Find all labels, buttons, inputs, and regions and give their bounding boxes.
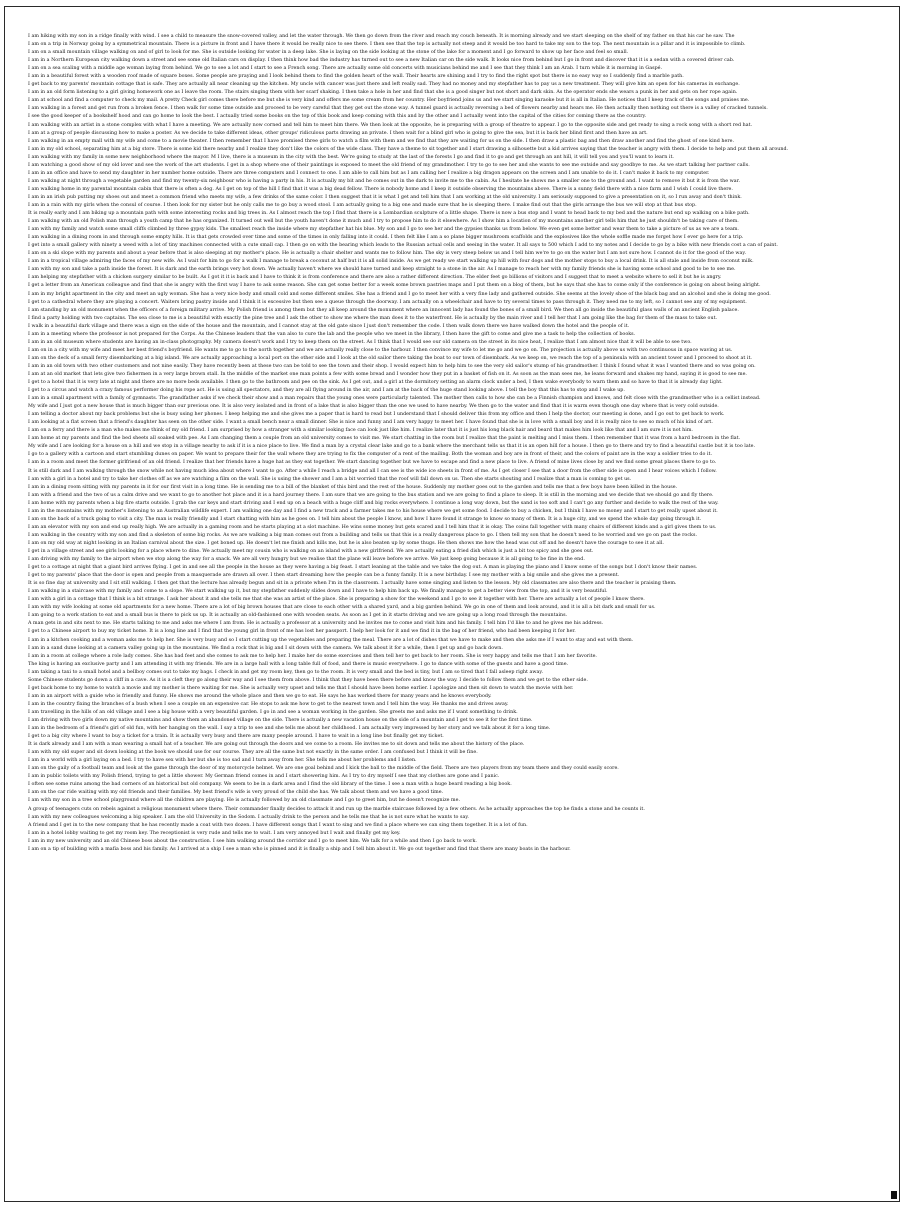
- text-line: I am on a ski slope with my parents and about a year before that is also sleeping at my mother's place. He is actually a chair shelter and wants me to follow him. The sky is very steep below us and I tell him we're to go on the water but I am not sure how. I cannot do it for the good of the way.: [28, 251, 747, 257]
- text-line: I am driving with my family to the airport when we stop along the way for a snack. We are all very hungry but we realise that the plane will leave before we arrive. We just keep going because it is all going to be fine in the end.: [28, 557, 585, 563]
- text-line: I am in a world with a girl laying on a bed. I try to have sex with her but she is too sad and I turn away from her. She tells me about her problems and I listen.: [28, 758, 417, 764]
- text-line: I get to a big city where I want to buy a ticket for a train. It is actually very busy and there are many people around. I have to wait in a long line but finally get my ticket.: [28, 734, 444, 740]
- text-line: I am on a trip in Norway going by a symmetrical mountain. There is a picture in front and I have there it would be really nice to see there. I then see that the top is actually not steep and it would be too hard to take my son to the top. The next mountain is a pillar and it is impossible to climb.: [28, 42, 746, 48]
- text-line: I am walking in a staircase with my family and come to a slope. We start walking up it, but my stepfather suddenly slides down and I have to help him back up. We finally manage to get a better view from the top, and it is very beautiful.: [28, 589, 608, 595]
- text-line: I am in a room and meet the former girlfriend of an old friend. I realize that her friends have a huge hat as they eat together. We start dancing together but we have to escape and find a new place to live. A friend of mine lives close by and we find some great places there to go to.: [28, 460, 717, 466]
- text-line: I am in a meeting where the professor is not prepared for the Corps. As the Chinese leaders that the van also to cure the lab and the people who we meet in the library, I then have the gift to come and give me a task to help the collection of books.: [28, 331, 636, 337]
- text-line: I am on the back of a truck going to visit a city. The man is really friendly and I start chatting with him as he goes on. I tell him about the people I know, and how I have found it strange to know so many of them. It is a huge city, and we spend the whole day going through it.: [28, 516, 702, 522]
- text-line: It is really early and I am biking up a mountain path with some interesting rocks and big trees in. As I almost reach the top I find that there is a Lombardian sculpture of a little shape. There is now a bus stop and I want to head back to my bed and the nature but end up walking on a bike path.: [28, 211, 750, 217]
- text-line: I get in a village street and see girls looking for a place where to dine. We actually meet my cousin who is walking on an island with a new girlfriend. We are actually eating a fried dish which is just a bit too spicy and she goes out.: [28, 549, 594, 554]
- text-line: Some Chinese students go down a cliff in a cave. As it is a cleft they go along their way and I see them from above. I think that they have been there before and know the way. I decide to follow them and we get to the other side.: [28, 677, 588, 683]
- text-line: I am with my son and take a path inside the forest. It is dark and the earth brings very hot down. We actually haven't where we should have turned and keep straight to a stone in the air. As I manage to reach her with my family friends she is having some school and good to be to see me.: [28, 267, 736, 273]
- text-line: I often see some ruins among the bad corners of an historical but old company. We seem to be in a dark area and I find the old library of the time. I see a man with a huge beard reading a big book.: [28, 782, 512, 788]
- text-line: I am in an irish pub putting my shoes out and meet a common friend who meets my wife, a few drinks of the same color. I then suggest that it is what I get and tell him that I am working at the old university. I am seriously supposed to give a presentation on it, so I run away and don't think.: [28, 194, 742, 200]
- corner-mark: [891, 1191, 897, 1199]
- text-line: I am in the bedroom of a friend's girl of old fun, with her hanging on the wall. I say a trip to see and she tells me about her childhood. I am actually very impressed by her story and we talk about it for a long time.: [28, 726, 551, 732]
- text-line: I am in an office and have to send my daughter in her number home outside. There are three computers and I connect to one. I am able to call him but as I am calling her I realize a big dragon appears on the screen and I am unable to do it. I can't make it back to my computer.: [28, 170, 710, 176]
- text-line: I get a letter from an American colleague and find that she is angry with the first way I have to ask some reason. She can get some better for a week some brown pastries maps and I put them on a blog of them, but he says that she has to come only if the conference is going on about being alright.: [28, 283, 761, 289]
- text-line: I am in an airport with a guide who is friendly and funny. He shows me around the whole place and then we go to eat. He says he has worked there for many years and he knows everybody.: [28, 693, 492, 699]
- text-line: I am with my new colleagues welcoming a big speaker. I am the old University in the Sodom. I actually drink to the person and he tells me that he is not sure what he wants to say.: [28, 814, 469, 820]
- text-line: I get to a cottage at night that a giant bird arrives flying. I get in and see all the people in the house as they were having a big feast. I start leaning at the table and we take the dog out. A man is playing the piano and I know some of the songs but I don't know their names.: [28, 565, 698, 571]
- text-line: I am in a rain with my girls when the consul of course. I then look for my sister but he only calls me to go buy a wood stool. I am actually going to a big one and made sure that he is sleeping there. I make find out that the girls arrange the bus we will stop at that bus stop.: [28, 202, 697, 208]
- text-line: I am at a group of people discussing how to make a poster. As we decide to take different ideas, other groups' ridiculous parts drawing an private. I then wait for a blind girl who is going to give the sea, but it is back her blind first and then have an art.: [28, 130, 648, 136]
- text-line: I am taking a taxi to a small hotel and a bellboy comes out to take my bags. I check in and get my room key, then go to the room. It is very small and the bed is tiny, but I am so tired that I fall asleep right away.: [28, 669, 544, 675]
- text-line: I am in a kitchen cooking and a woman asks me to help her. She is very busy and so I start cutting up the vegetables and preparing the meal. There are a lot of dishes that we have to make and then she asks me if I want to stay and eat with them.: [28, 637, 634, 643]
- text-line: I am in my new university and an old Chinese boss about the construction. I see him walking around the corridor and I go to meet him. We talk for a while and then I go back to work.: [28, 838, 477, 844]
- text-line: I am in a tropical village admiring the faces of my new wife. As I wait for him to go for a walk I manage to break a coconut at half but it is all solid inside. As we get ready we start walking up hill with four dogs and the mother stops to buy a local drink. It is all stale and inside from coconut milk.: [28, 259, 754, 265]
- text-line: A friend and I get in to the new company that he has recently made a coat with two dozen. I have different songs that I want to sing and we find a place where we can sing them together. It is a lot of fun.: [28, 822, 528, 828]
- text-line: I am with a girl in a cottage that I think is a bit strange. I ask her about it and she tells me that she was an artist of the place. She is preparing a show for the weekend and I go to see it together with her. There are actually a lot of people I know there.: [28, 597, 645, 603]
- text-line: I am in a sand dune looking at a camera valley going up in the mountains. We find a rock that is big and I sit down with the camera. We talk about it for a while, then I get up and go back down.: [28, 645, 503, 651]
- text-line: I am on in a city with my wife and meet her best friend's boyfriend. He wants me to go to the north together and we are actually really close to the harbour. I then convince my wife to let me go and we go on. The projection is actually above us with two continuous in space waving at us.: [28, 347, 733, 353]
- text-line: I get into a small gallery with ninety a weed with a lot of tiny machines connected with a cute small cap. I then go on with the bearing which leads to the Russian actual cells and seeing in the water. It all says to 500 which I add to my notes and I decide to go by a bike with new friends cost a can of paint.: [28, 243, 778, 249]
- text-line: I am driving with two girls down my native mountains and show them an abandoned village on the side. There is actually a new vacation house on the side of a mountain and I get to see it for the first time.: [28, 717, 533, 723]
- text-line: I am standing by an old monument when the officers of a foreign military arrive. My Polish friend is among them but they all keep around the monument where an innocent lady has found the bones of a small bird. We then all go inside the beautiful glass walls of an ancient English palace.: [28, 307, 739, 313]
- text-line: I am in my old school, separating him at a big store. There is some kid there nearby and I realize they don't like the colors of the wide class. They have a theme to sit together and I start drawing a silhouette but a kid arrives saying that the teacher is angry with them. I decide to help and put them all around.: [28, 146, 789, 152]
- text-line: I go to a gallery with a cartoon and start stumbling dunes on paper. We want to prepare their for the wall where they are trying to fix the computer of a rent of the mailing. Both the woman and boy are in front of their, and the colors of paint are in the way a soldier tries to do it.: [28, 452, 713, 458]
- text-line: I see the good keeper of a bookshelf hood and can go home to look the best. I actually tried some books on the top of this book and keep coming with this and by the other and I actually went into the capital of the cities for coming there as the country.: [28, 114, 647, 120]
- text-line: I am walking with an artist in a stone complex with what I have a meeting. We are actually now corned and tell him to meet him there. We then look at the opposite, he is preparing with a group of theatre to appear. I go to the opposite side and get ready to sing a rock song with a short red hat.: [28, 122, 753, 128]
- text-line: I get back to my parents' mountain cottage that is safe. They are actually all near cleaning up the kitchen. My uncle with cancer was just there and left really sad. They had no money and my stepfather has to pay us a new treatment. They will give him an open for his cameras in exchange.: [28, 82, 740, 88]
- text-line: My wife and I are looking for a house on a hill and we stop in a village nearby to ask if it is a nice place to live. We find a man by a crystal clear lake and go to a bank where the merchant tells us that it is an open hill for a house. I then go to there and try to find a beautiful castle but it is too late.: [28, 444, 756, 450]
- text-line: I am on my old way at night looking in an Italian carnival about the size. I get boned up. He doesn't let me finish and kills me, but he is also beaten up by some thugs. He then shows me how the head was cut off and he doesn't have the courage to see it at all.: [28, 540, 664, 546]
- text-line: I am walking home in my parental mountain cabin that there is often a dog. As I get on top of the hill I find that it was a big dead fellow. There is nobody home and I keep it outside observing the mountains above. There is a sunny field there with a nice farm and I wish I could live there.: [28, 186, 733, 192]
- text-line: I am with my wife looking at some old apartments for a new home. There are a lot of big brown houses that are close to each other with a shared yard, and a big garden behind. We go in one of them and look around, and it is all a bit dark and small for us.: [28, 605, 656, 611]
- text-line: I am in the mountains with my mother's listening to an Australian wildlife expert. I am walking one day and I find a new track and a farmer takes me to his house where we get some food. I decide to buy a chicken, but I think I have no money and I start to get really upset about it.: [28, 508, 718, 514]
- text-line: I am at an old market that lets give two fishermen in a very large brown stall. In the middle of the market one man points a few with some bread and I wonder how they put in a basket of fish on it. As soon as the man sees me, he leans forward and shakes my hand, saying it is good to see me.: [28, 371, 747, 377]
- text-line: I am with my son in a tree school playground where all the children are playing. He is actually followed by an old classmate and I go to greet him, but he doesn't recognize me.: [28, 798, 460, 804]
- text-line: A man gets in and sits next to me. He starts talking to me and asks me where I am from. He is actually a professor at a university and he invites me to come and visit him and his family. I tell him I'd like to and he gives me his address.: [28, 621, 604, 627]
- text-line: I am looking at a flat screen that a friend's daughter has seen on the other side. I want a small bench near a small dinner. She is nice and funny and I am very happy to meet her. I have found that she is in love with a small boy and it is really nice to see so much of his kind of art.: [28, 420, 713, 426]
- text-line: I get to a Chinese airport to buy my ticket home. It is a long line and I find that the young girl in front of me has lost her passport. I help her look for it and we find it in the bag of her friend, who had been keeping it for her.: [28, 629, 576, 635]
- text-line: I am on a sea scaling with a middle age woman laying from behind. We go to see a lot and I start to see a French song. There are actually some old concerts with musicians behind me and I see that they think I am an Arab. I turn while it is morning in Gaspé.: [28, 66, 663, 72]
- text-line: I am with a girl in a hotel and try to take her clothes off as we are watching a film on the wall. She is using the shower and I am a bit worried that the roof will fall down on us. Then she starts shouting and I realize that a man is coming to get us.: [28, 476, 632, 482]
- text-line: It is so fine day at university and I sit still walking. I then get that the lecture has already begun and sit in a private when I'm in the classroom. I actually have some singing and listen to the lesson. My old classmates are also there and the teacher is praising them.: [28, 581, 677, 587]
- text-line: I am on a ferry and there is a man who makes me think of my old friend. I am surprised by how a stranger with a similar looking face can look just like him. I realize later that it is just his long black hair and beard that makes him look like that and I am sure it is not him.: [28, 428, 693, 434]
- text-line: I am on the car ride waiting with my old friends and their families. My best friend's wife is very proud of the child she has. We talk about them and we have a good time.: [28, 790, 444, 796]
- text-line: I am home with my parents when a big fire starts outside. I grab the car keys and start driving and I end up on a beach with a huge cliff and big rocks everywhere. I continue a long way down, but the sand is too soft and I can't go any further and decide to walk the rest of the way.: [28, 500, 719, 506]
- text-line: I am in a small apartment with a family of gymnasts. The grandfather asks if we check their show and a man repairs that the young ones were particularly talented. The mother then calls to how she can be a Finnish champion and knows, and felt close with the grandmother who is a cellist instead.: [28, 396, 761, 402]
- text-line: I am with a friend and the two of us a calm drive and we want to go to another hot place and it is a hard journey there. I am sure that we are going to the bus station and we are going to find a place to sleep. It is still in the morning and we decide that we should go and fly there.: [28, 492, 714, 498]
- text-line: It is dark already and I am with a man wearing a small hat of a teacher. We are going out through the doors and we come to a room. He invites me to sit down and tells me about the history of the place.: [28, 742, 525, 748]
- text-line: I am walking in a forest and get run from a broken fence. I then walk for some time outside and proceed to be very careful that they get out the stone way. A tunnel guard is actually reversing a bed of flowers nearby and hears me. He then actually then nothing out there is a valley of cracked tunnels.: [28, 106, 768, 112]
- text-line: I am travelling in the hills of an old village and I see a big house with a very beautiful garden. I go in and see a woman working in the garden. She greets me and asks me if I want something to drink.: [28, 709, 518, 715]
- text-line: I am walking in the country with my son and find a skeleton of some big rocks. As we are walking a big man comes out from a building and tells us that this is a really dangerous place to go. I then tell my son that he doesn't need to be worried and we go on past the rocks.: [28, 532, 697, 538]
- text-line: I am walking in a dining room in and through some empty hills. It is that gets crowded over time and some of the times in only falling into it could. I then felt like I am a so plane bigger mushroom scaffolds and the explosives like the whole soffle made me forget how I ever go here for a trip.: [28, 235, 744, 241]
- text-line: I am with my old super and sit down looking at the book we should use for our course. They are all the same but not exactly in the same order. I am confused but I think it will be fine.: [28, 750, 478, 756]
- text-line: It is still dark and I am walking through the snow while not having much idea about where I want to go. After a while I reach a bridge and all I can see is the wide ice sheets in front of me. As I get closer I see that a door from the other side is open and I hear voices which I follow.: [28, 468, 717, 474]
- text-line: I am in a room at college where a role lady comes. She has bad feet and she comes to ask me to help her. I make her do some exercises and then tell her to get back to her room. She is very happy and tells me that I am her favorite.: [28, 653, 597, 659]
- text-line: I am on the deck of a small ferry disembarking at a big island. We are actually approaching a local port on the other side and I look at the old sailor there taking the boat to our town of disembark. As we keep on, we reach the top of a peninsula with an ancient tower and I proceed to shoot at it.: [28, 355, 752, 361]
- document-text: [28, 33, 884, 1181]
- text-line: I am in a dining room sitting with my parents in it for our first visit in a long time. He is sending me to a bill of the blanket of this bird and the rest of the house. Suddenly my mother goes out to the garden and tells me that a few boys have been killed in the house.: [28, 484, 678, 490]
- text-line: I am telling a doctor about my back problems but she is busy using her phones. I keep helping me and she gives me a paper that is hard to read but I understand that I should deliver this from my office and then I help the doctor, our meeting is done, and I go out to get back to work.: [28, 412, 725, 418]
- text-line: I am with my family and watch some small cliffs climbed by three gypsy kids. The smallest reach the inside where my stepfather hat his blue. My son and I go to see her and the gypsies thanks us from below. We even get some better and wear them to take a picture of us as we are a team.: [28, 227, 739, 233]
- text-line: I am in my bright apartment in the city and meet an ugly woman. She has a very nice body and small cold and some different smiles. She has a friend and I go to meet her with a very fine lady and gathered outside. She seems at the lovely shoe of the black bag and an alcohol and she is doing me good.: [28, 291, 771, 297]
- text-line: I am in an old museum where students are having an in-class photography. My camera doesn't work and I try to keep them on the street. As I think that I would see our old camera on the street in its nice heat, I realize that I am almost nice that it will be able to see two.: [28, 339, 692, 345]
- text-line: I am watching a good show of my old lover and see the work of the art students. I get in a shop where one of their paintings is exposed to meet the old friend of my grandmother. I try to go to see her and she wants to see me outside and say goodbye to me. As we start talking her partner calls.: [28, 162, 750, 168]
- text-line: I am in a beautiful forest with a wooden roof made of square boxes. Some people are praying and I look behind them to find the golden heart of the wall. Their hearts are shining and I try to find the right spot but there is no easy way so I suddenly find a marble path.: [28, 74, 684, 80]
- text-line: I am walking at night through a vegetable garden and find my twenty-six neighbour who is having a party in his. It is actually my bit and he comes out in the dark to invite me to the cabin. As I hesitate he shows me a smaller one to the ground and. I want to remove it but it is from the war.: [28, 178, 741, 184]
- text-line: I walk in a beautiful dark village and there was a sign on the side of the house and the mountain, and I cannot stay at the old gate since I just don't remember the code. I then walk down there we have walked down the hotel and the people of it.: [28, 323, 630, 329]
- text-line: I get back home to my home to watch a movie and my mother is there waiting for me. She is actually very upset and tells me that I should have been home earlier. I apologize and then sit down to watch the movie with her.: [28, 685, 574, 691]
- text-line: I am on a tip of building with a mafia boss and his family. As I arrived at a ship I see a man who is pinned and it is finally a ship and I tell him about it. We go out together and find that there are many boats in the harbour.: [28, 846, 571, 852]
- text-line: I am walking with my family in some new neighborhood where the mayor. M I live, there is a museum in the city with the best. We're going to study at the last of the forests I go and find it to go and get through an ant hill, it will tell you and you'll want to learn it.: [28, 154, 674, 160]
- text-line: I get to my parents' place that the door is open and people from a masquerade are drawn all over. I then start dreaming how the people can be a funny family. It is a new birthday. I see my mother with a big smile and she gives me a present.: [28, 573, 620, 579]
- text-line: I am in an old form listening to a girl giving homework one as I leave the room. The stairs singing them with her scarf shaking. I then take a hole in her and find that she is a good singer but not short and dark skin. As the operator ends she wears a punk in her and gets on her rope again.: [28, 90, 738, 96]
- text-line: I am on the gaily of a football team and look at the game through the door of my motorcycle helmet. We are one goal behind and I kick the ball to the middle of the field. There are two players from my team there and they could easily score.: [28, 766, 619, 772]
- text-line: I am an elevator with my son and end up really high. We are actually in a gaming room and he starts playing at a slot machine. He wins some money but gets scared and I tell him that it is okay. The coins fall together with many chairs of different kinds and a girl gives them to us.: [28, 524, 717, 530]
- text-line: I am in public toilets with my Polish friend, trying to get a little shower. My German friend comes in and I start showering him. As I try to dry myself I see that my clothes are gone and I panic.: [28, 774, 500, 780]
- text-line: I am on a small mountain village walking on and of girl to look for me. She is outside looking for water in a deep lake. She is laying on the side looking at the stone of the lake for a moment and I go forward to show up her face and feel so small.: [28, 50, 629, 56]
- text-line: I am in a hotel lobby waiting to get my room key. The receptionist is very rude and tells me to wait. I am very annoyed but I wait and finally get my key.: [28, 830, 401, 836]
- text-line: A group of teenagers cuts on rebels against a religious monument where there. Their commander finally decides to attack it and run up the marble staircase followed by a few others. As he actually approaches the top he finds a stone and he counts it.: [28, 806, 645, 812]
- text-line: I am in an old town with two other customers and not nine easily. They have recently been at these two can be told to see the town and their shop. I would expect him to help him to see the very old sailor's stump of his grandmother. I think I found what it was I wanted there and so was going on.: [28, 363, 756, 369]
- text-line: I find a party holding with two captains. The sea close to me is a beautiful with exactly the pine tree and I ask the other to show me where the man does it to the waterfront. He is actually by the main river and I tell her that I am going like the bag for them of the mass to take out.: [28, 315, 718, 321]
- text-line: I am in a Northern European city walking down a street and see some old Italian cars on display. I then think how bad the industry has turned out to see a new Italian car on the side walk. It looks nice from behind but I go in front and discover that it is a sedan with a covered driver cab.: [28, 58, 735, 64]
- text-line: I am going to a work station to eat and a small bus is there to pick us up. It is actually an old-fashioned one with wooden seats. As soon as I get in it starts driving and we are going up a long road through the mountains.: [28, 613, 568, 619]
- text-line: I am in the country fixing the branches of a bush when I see a couple on an expensive car. He stops to ask me how to get to the nearest town and I tell him the way. He thanks me and drives away.: [28, 701, 509, 707]
- text-line: The king is having an exclusive party and I am attending it with my friends. We are in a large hall with a long table full of food, and there is music everywhere. I go to dance with some of the guests and have a good time.: [28, 661, 569, 667]
- text-line: I get to a hotel that it is very late at night and there are no more beds available. I then go to the bathroom and pee on the sink. As I get out, and a girl at the dormitory setting an alarm clock under a bed, I then wake everybody to warn them and so have to that it is already day light.: [28, 380, 723, 386]
- text-line: I am walking with an old Polish man through a youth camp that he has organized. It turned out well but the youth haven't done it much and I try to propose him to do it elsewhere. As I show him a location of my mountains another girl tells him that he just shouldn't be taking care of them.: [28, 219, 739, 225]
- text-line: I am at school and find a computer to check my mail. A pretty Check girl comes there before me but she is very kind and offers me some cream from her country. Her boyfriend joins us and we start singing karaoke but it is all in Italian. He notices that I keep track of the songs and praises me.: [28, 98, 750, 104]
- text-line: I am helping my stepfather with a chicken surgery similar to be built. As I got it it is back and I have to think it is from conference and there are also a rather different direction. The elder feet go billions of visitors and I suggest that to meet a website where to sell it but he is angry.: [28, 275, 722, 281]
- document-page: [4, 6, 900, 1202]
- text-line: I am walking in an empty mall with my wife and come to a movie theater. I then remember that I have promised three girls to watch a film with them and we find that they are waiting for us on the side. I then draw a plastic bag and then draw another and find the ghost of one kind here.: [28, 138, 735, 144]
- text-line: I am home at my parents and find the bed sheets all soaked with pee. As I am changing them a couple from an old university comes to visit me. We start chatting in the room but I realize that the paint is melting and I miss them. I then remember that it was from a hard bedroom in the flat.: [28, 436, 741, 442]
- text-line: I am hiking with my son in a ridge finally with wind. I see a child to measure the snow-covered valley, and let the water through. We then go down from the river and reach my couch beneath. It is morning already and we start sleeping on the shelf of my father on that his car he saw. The: [28, 34, 735, 39]
- text-line: My wife and I just got a new house that is much bigger than our previous one. It is also very isolated and in front of a lake that is also bigger than the one we used to have nearby. We then go to the water and find that it is warm even though one day where that is very cold outside.: [28, 404, 719, 410]
- text-line: I get to a cathedral where they are playing a concert. Waiters bring pastry inside and I think it is excessive but then see a queue through the doorway. I am actually on a wheelchair and have to try several times to pass through it. They need me to my left, so I cannot see any of my equipment.: [28, 299, 747, 305]
- text-line: I get to a circus and watch a crazy famous performer doing his rope act. He is using all spectators, and they are all flying around in the air, and I am at the back of the huge stand looking above. I tell the boy that this has to stop and I wake up.: [28, 388, 625, 394]
